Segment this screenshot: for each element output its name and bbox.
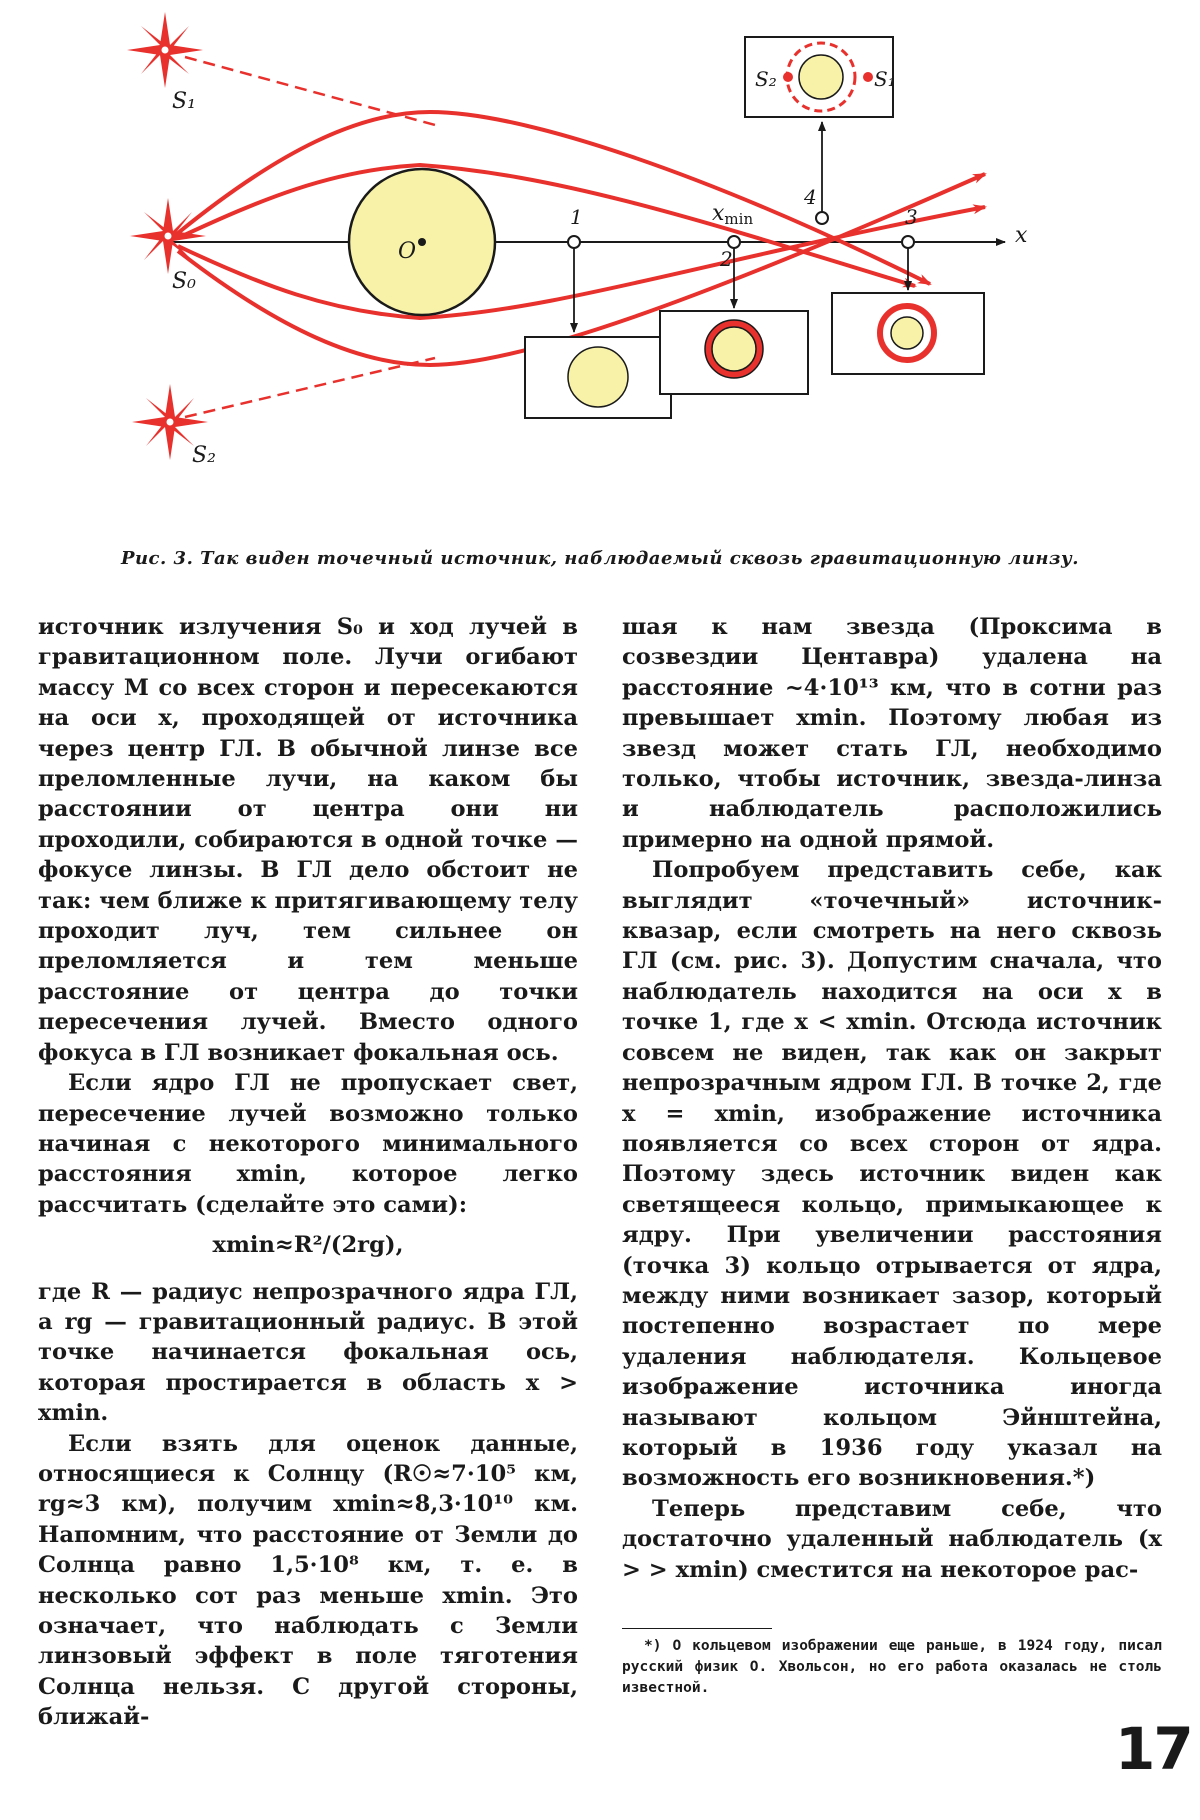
label-point-3: 3 xyxy=(905,205,918,229)
star-s1 xyxy=(127,12,203,88)
gravitational-lens-figure xyxy=(0,0,1200,540)
footnote xyxy=(622,1636,1162,1699)
label-s0: S₀ xyxy=(172,269,196,294)
formula-xmin: xmin≈R²/(2rg), xyxy=(212,1232,404,1259)
label-point-2: 2 xyxy=(720,247,733,271)
label-s1: S₁ xyxy=(172,89,196,114)
point-3 xyxy=(902,236,914,248)
label-x-axis: x xyxy=(1015,223,1028,248)
view-3-core xyxy=(891,317,923,349)
point-4 xyxy=(816,212,828,224)
ray-outer-upper xyxy=(178,112,930,284)
view-4-image-s1 xyxy=(863,72,873,82)
label-xmin: xmin xyxy=(712,201,754,228)
point-1 xyxy=(568,236,580,248)
right-column xyxy=(622,612,1162,1585)
label-o: O xyxy=(398,239,417,264)
label-point-4: 4 xyxy=(804,185,817,209)
left-paragraph-2: Если ядро ГЛ не пропускает свет, пересечение лучей возможно только начиная с некоторого минимального расстояния xmin, которое легко рассчитать (сделайте это сами): xyxy=(38,1070,578,1218)
view-4-image-s2 xyxy=(783,72,793,82)
left-paragraph-1: источник излучения S₀ и ход лучей в гравитационном поле. Лучи огибают массу M со всех сторон и пересекаются на оси x, проходящей от источника через центр ГЛ. В обычной линзе все преломленные лучи, на каком бы расстоянии от центра они ни проходили, собираются в одной точке — фокусе линзы. В ГЛ дело обстоит не так: чем ближе к притягивающему телу проходит луч, тем сильнее он преломляется и тем меньше расстояние от центра до точки пересечения лучей. Вместо одного фокуса в ГЛ возникает фокальная ось. xyxy=(38,614,578,1066)
left-paragraph-3: где R — радиус непрозрачного ядра ГЛ, а rg — гравитационный радиус. В этой точке начинается фокальная ось, которая простирается в область x > xmin. xyxy=(38,1278,578,1427)
footnote-text: *) О кольцевом изображении еще раньше, в 1924 году, писал русский физик О. Хвольсон, но его работа оказалась не столь известной. xyxy=(622,1638,1162,1696)
left-column xyxy=(38,612,578,1733)
view-1-core xyxy=(568,347,628,407)
page-number: 17 xyxy=(1115,1715,1192,1783)
label-s2: S₂ xyxy=(192,443,216,468)
view-2-core xyxy=(712,327,756,371)
dashed-ray-s2 xyxy=(185,358,435,417)
label-point-1: 1 xyxy=(570,205,583,229)
right-paragraph-2: Попробуем представить себе, как выглядит «точечный» источник-квазар, если смотреть на него сквозь ГЛ (см. рис. 3). Допустим сначала, что наблюдатель находится на оси x в точке 1, где x < xmin. Отсюда источник совсем не виден, так как он закрыт непрозрачным ядром ГЛ. В точке 2, где x = xmin, изображение источника появляется со всех сторон от ядра. Поэтому здесь источник виден как светящееся кольцо, примыкающее к ядру. При увеличении расстояния (точка 3) кольцо отрывается от ядра, между ними возникает зазор, который постепенно возрастает по мере удаления наблюдателя. Кольцевое изображение источника иногда называют кольцом Эйнштейна, который в 1936 году указал на возможность его возникновения.*) xyxy=(622,857,1162,1492)
left-paragraph-4: Если взять для оценок данные, относящиеся к Солнцу (R☉≈7·10⁵ км, rg≈3 км), получим xmin≈8,3·10¹⁰ км. Напомним, что расстояние от Земли до Солнца равно 1,5·10⁸ км, т. е. в несколько сот раз меньше xmin. Это означает, что наблюдать с Земли линзовый эффект в поле тяготения Солнца нельзя. С другой стороны, ближай- xyxy=(38,1430,578,1731)
inset-label-s2: S₂ xyxy=(755,67,777,91)
footnote-divider xyxy=(622,1628,772,1629)
right-paragraph-3: Теперь представим себе, что достаточно удаленный наблюдатель (x > > xmin) сместится на некоторое рас- xyxy=(622,1495,1162,1583)
view-4-core xyxy=(799,55,843,99)
right-paragraph-1: шая к нам звезда (Проксима в созвездии Центавра) удалена на расстояние ~4·10¹³ км, что в сотни раз превышает xmin. Поэтому любая из звезд может стать ГЛ, необходимо только, чтобы источник, звезда-линза и наблюдатель расположились примерно на одной прямой. xyxy=(622,614,1162,853)
figure-caption: Рис. 3. Так виден точечный источник, наблюдаемый сквозь гравитационную линзу. xyxy=(120,548,1080,569)
inset-label-s1: S₁ xyxy=(874,67,896,91)
lens-center-dot xyxy=(418,238,426,246)
